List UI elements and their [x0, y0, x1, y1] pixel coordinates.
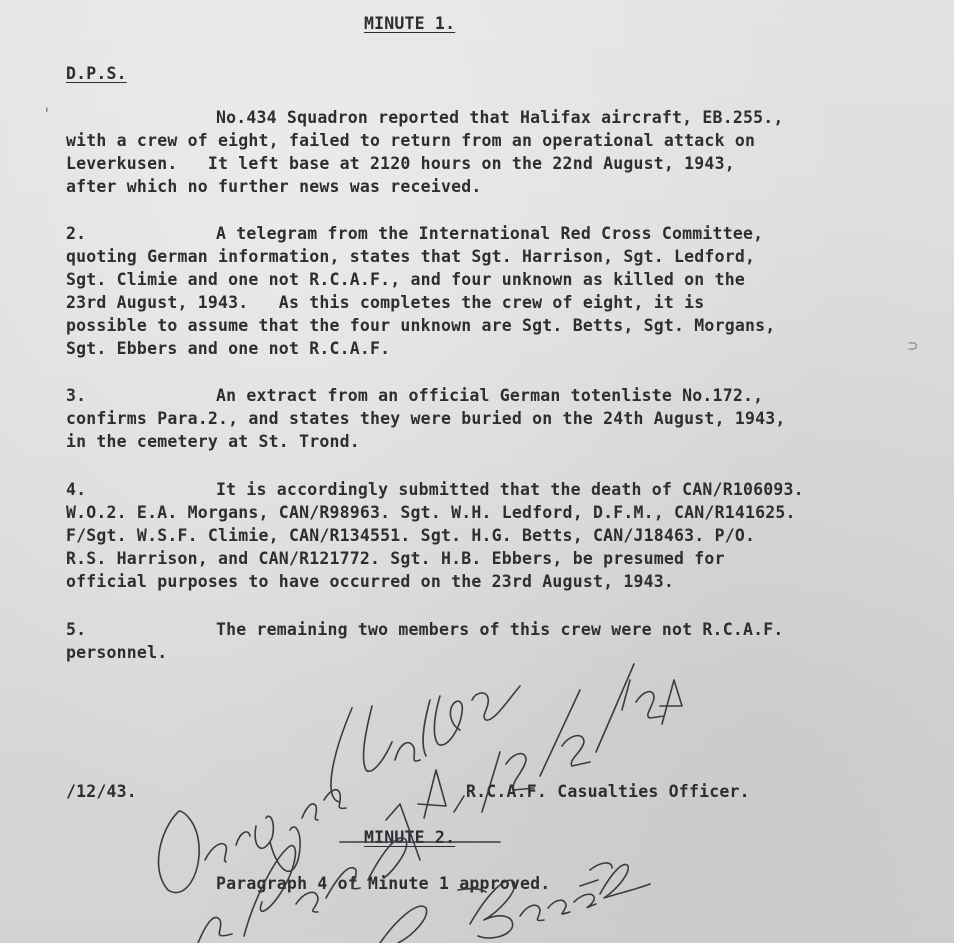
handwritten-original-holder: [159, 686, 520, 893]
para3-number: 3.: [66, 386, 87, 405]
para5-line-2: personnel.: [66, 643, 168, 662]
para4-line-1: It is accordingly submitted that the death of CAN/R106093.: [216, 480, 804, 499]
minute-1-heading: MINUTE 1.: [364, 14, 456, 33]
para1-line-4: after which no further news was received.: [66, 177, 482, 196]
para4-line-2: W.O.2. E.A. Morgans, CAN/R98963. Sgt. W.H. Ledford, D.F.M., CAN/R141625.: [66, 503, 796, 522]
para1-line-2: with a crew of eight, failed to return from an operational attack on: [66, 131, 756, 150]
handwritten-initials: [198, 804, 500, 943]
para3-line-2: confirms Para.2., and states they were buried on the 24th August, 1943,: [66, 409, 786, 428]
para2-line-3: Sgt. Climie and one not R.C.A.F., and four unknown as killed on the: [66, 270, 745, 289]
para3-line-3: in the cemetery at St. Trond.: [66, 432, 360, 451]
para4-line-5: official purposes to have occurred on the 23rd August, 1943.: [66, 572, 675, 591]
minute-2-text: Paragraph 4 of Minute 1 approved.: [216, 874, 551, 893]
para2-number: 2.: [66, 224, 87, 243]
para1-line-1: No.434 Squadron reported that Halifax aircraft, EB.255.,: [216, 108, 784, 127]
margin-tick-mark: ': [42, 104, 52, 123]
para2-line-2: quoting German information, states that Sgt. Harrison, Sgt. Ledford,: [66, 247, 756, 266]
signature-title: R.C.A.F. Casualties Officer.: [466, 782, 750, 801]
para3-line-1: An extract from an official German totenliste No.172.,: [216, 386, 764, 405]
addressee: D.P.S.: [66, 64, 127, 83]
handwritten-signature: [380, 863, 650, 943]
para2-line-1: A telegram from the International Red Cross Committee,: [216, 224, 764, 243]
para2-line-6: Sgt. Ebbers and one not R.C.A.F.: [66, 339, 391, 358]
para4-number: 4.: [66, 480, 87, 499]
para2-line-5: possible to assume that the four unknown are Sgt. Betts, Sgt. Morgans,: [66, 316, 776, 335]
minute-2-heading: MINUTE 2.: [364, 828, 456, 847]
minute-1-date: /12/43.: [66, 782, 137, 801]
para5-line-1: The remaining two members of this crew were not R.C.A.F.: [216, 620, 784, 639]
handwritten-reference: [418, 664, 682, 818]
para4-line-3: F/Sgt. W.S.F. Climie, CAN/R134551. Sgt. H.G. Betts, CAN/J18463. P/O.: [66, 526, 756, 545]
para1-line-3: Leverkusen. It left base at 2120 hours on the 22nd August, 1943,: [66, 154, 735, 173]
para2-line-4: 23rd August, 1943. As this completes the crew of eight, it is: [66, 293, 705, 312]
para5-number: 5.: [66, 620, 87, 639]
margin-mark-right: ⊃: [908, 336, 918, 355]
para4-line-4: R.S. Harrison, and CAN/R121772. Sgt. H.B. Ebbers, be presumed for: [66, 549, 725, 568]
